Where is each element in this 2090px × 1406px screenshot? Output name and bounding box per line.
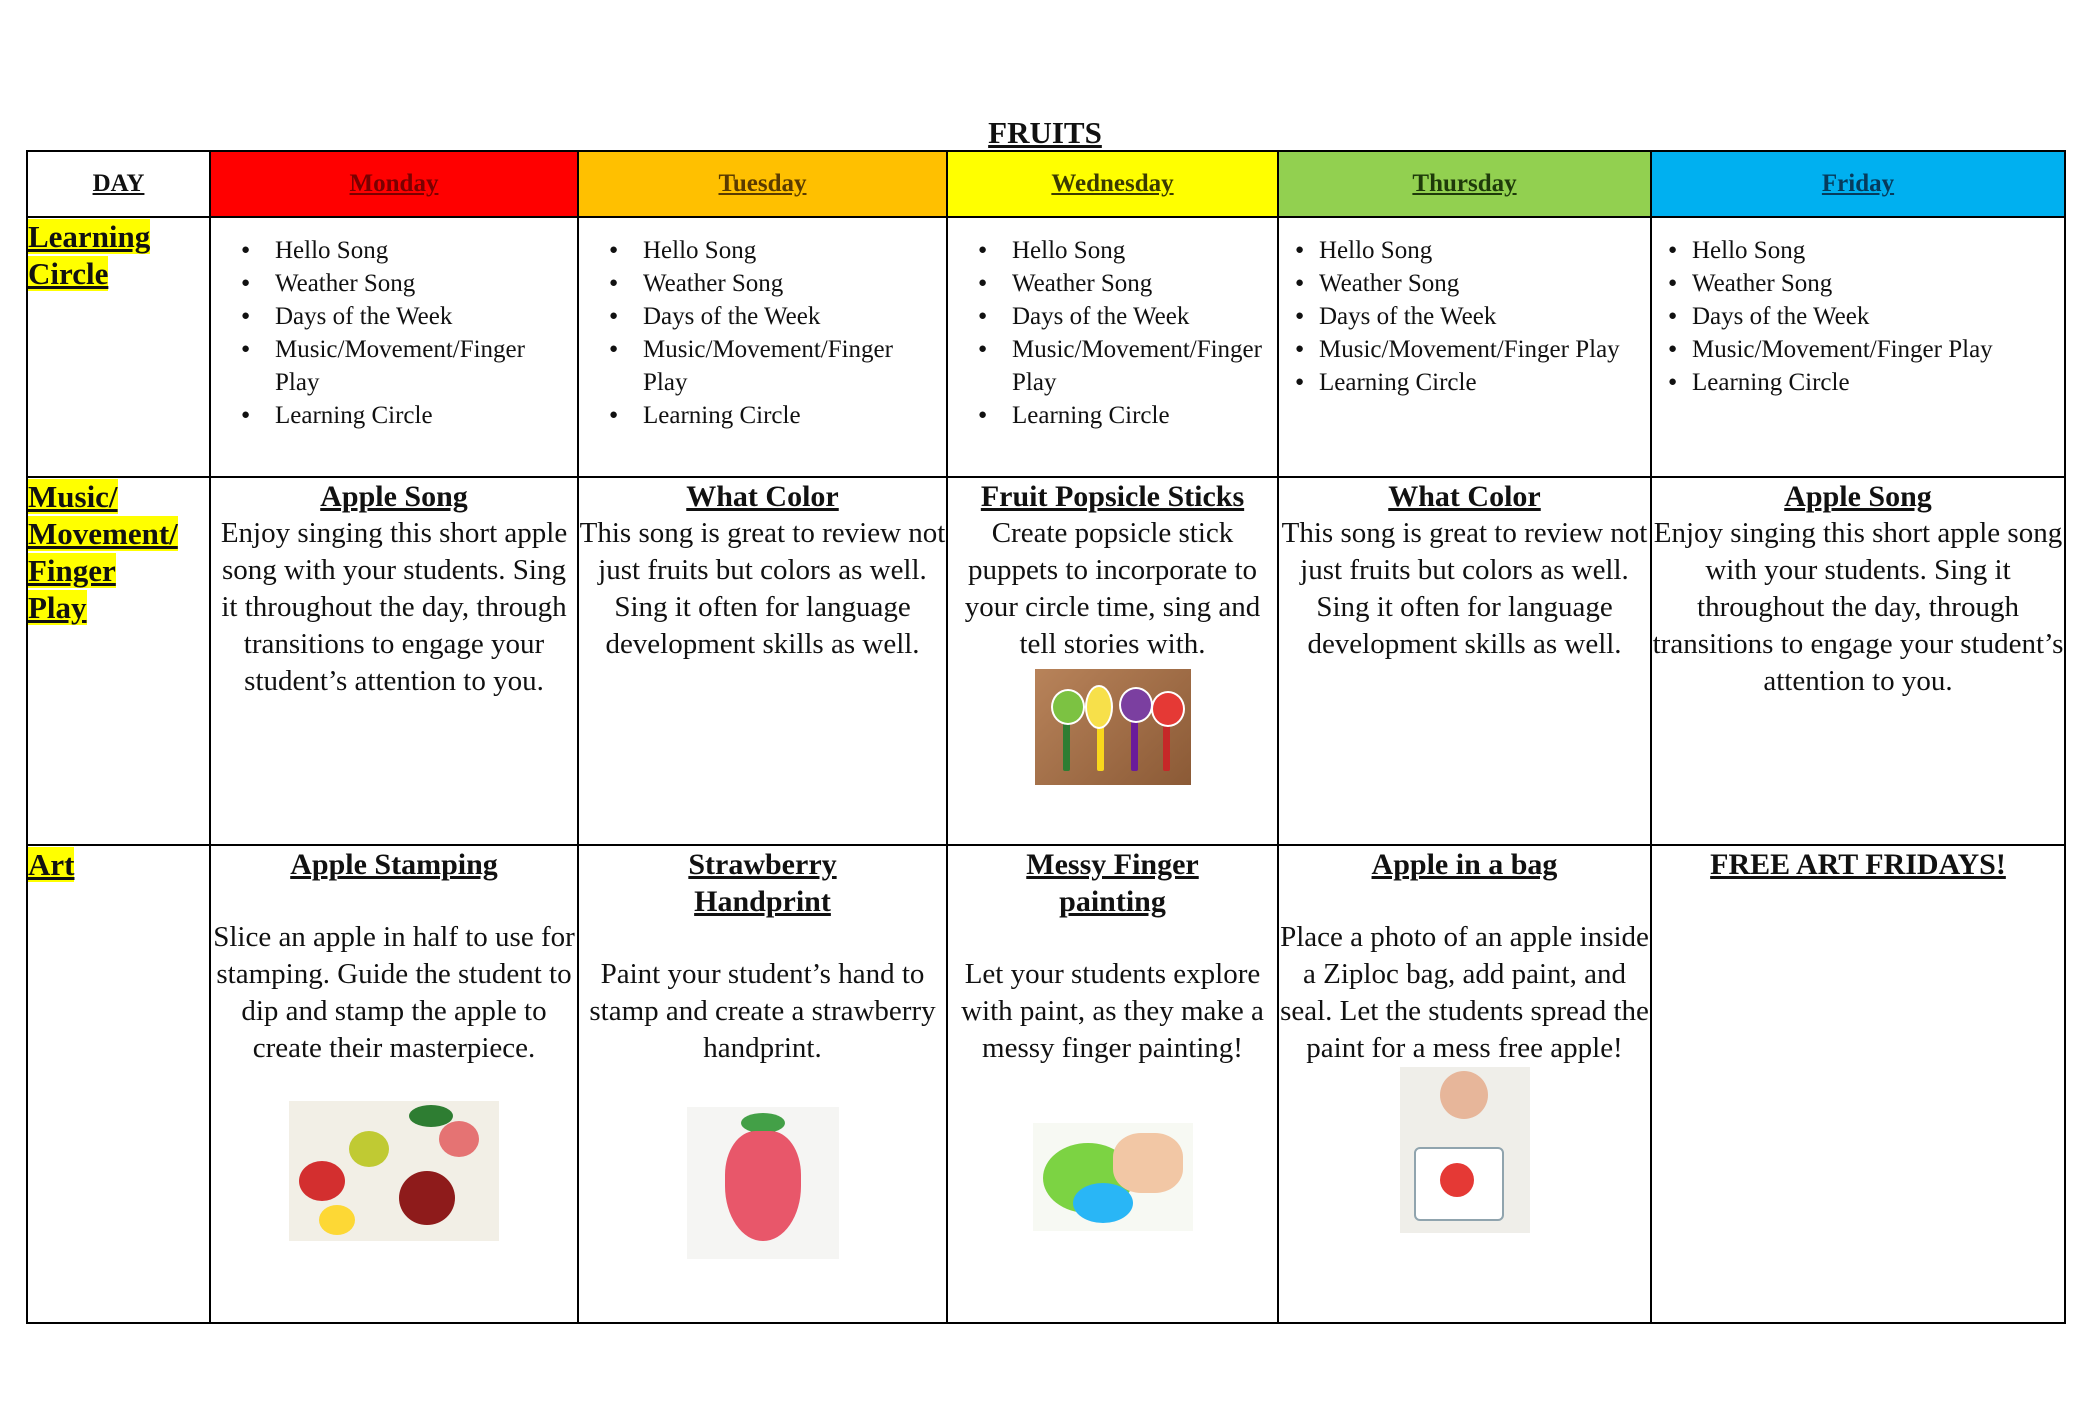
row-label-music-movement: Music/ Movement/ Finger Play bbox=[27, 477, 210, 845]
strawberry-handprint-photo bbox=[687, 1107, 839, 1259]
cell-learning-circle-tuesday bbox=[578, 217, 947, 477]
list-item: ● Learning Circle bbox=[1666, 366, 2054, 399]
cell-music-tuesday bbox=[578, 477, 947, 845]
activity-title: Messy Finger painting bbox=[1026, 848, 1199, 918]
list-item: ● Music/Movement/Finger Play bbox=[972, 333, 1267, 399]
popsicle-stick bbox=[1063, 717, 1070, 771]
activity-title: Apple Song bbox=[320, 480, 468, 513]
paint-blob bbox=[299, 1161, 345, 1201]
activity-title: Strawberry Handprint bbox=[688, 848, 837, 918]
grape-puppet bbox=[1119, 687, 1153, 723]
cell-music-monday bbox=[210, 477, 578, 845]
activity-title: What Color bbox=[686, 480, 839, 513]
activity-title: FREE ART FRIDAYS! bbox=[1710, 848, 2006, 881]
cell-learning-circle-wednesday bbox=[947, 217, 1278, 477]
banana-puppet bbox=[1085, 685, 1113, 729]
header-friday: Friday bbox=[1651, 151, 2065, 217]
activity-description: Enjoy singing this short apple song with your students. Sing it throughout the day, through transitions to engage your student’s attention to you. bbox=[1652, 517, 2064, 697]
activity-description: Paint your student’s hand to stamp and create a strawberry handprint. bbox=[589, 958, 936, 1064]
child-hand bbox=[1113, 1133, 1183, 1193]
activity-description: This song is great to review not just fruits but colors as well. Sing it often for language development skills as well. bbox=[579, 517, 946, 660]
activity-description: Enjoy singing this short apple song with your students. Sing it throughout the day, through transitions to engage your student’s attention to you. bbox=[220, 517, 568, 697]
activity-title: Apple in a bag bbox=[1371, 848, 1558, 881]
row-label-learning-circle: Learning Circle bbox=[27, 217, 210, 477]
paint-blob bbox=[349, 1131, 389, 1167]
apple-paint bbox=[1440, 1163, 1474, 1197]
activity-title: What Color bbox=[1388, 480, 1541, 513]
list-item: ● Music/Movement/Finger Play bbox=[1293, 333, 1640, 366]
cell-art-thursday bbox=[1278, 845, 1651, 1323]
row-label-art: Art bbox=[27, 845, 210, 1323]
paint-blob bbox=[1073, 1183, 1133, 1223]
list-item: ● Music/Movement/Finger Play bbox=[1666, 333, 2054, 366]
activity-description: This song is great to review not just fruits but colors as well. Sing it often for language development skills as well. bbox=[1281, 517, 1648, 660]
learning-circle-list bbox=[1279, 234, 1650, 399]
header-wednesday: Wednesday bbox=[947, 151, 1278, 217]
list-item: ● Learning Circle bbox=[603, 399, 936, 432]
activity-description: Place a photo of an apple inside a Ziploc bag, add paint, and seal. Let the students spread the paint for a mess free apple! bbox=[1280, 921, 1649, 1064]
strawberry-leaves bbox=[741, 1113, 785, 1133]
list-item: ● Days of the Week bbox=[235, 300, 567, 333]
list-item: ● Days of the Week bbox=[1666, 300, 2054, 333]
activity-description: Let your students explore with paint, as they make a messy finger painting! bbox=[961, 958, 1264, 1064]
activity-title: Fruit Popsicle Sticks bbox=[980, 480, 1245, 513]
learning-circle-list bbox=[211, 234, 577, 432]
list-item: ● Days of the Week bbox=[603, 300, 936, 333]
fruit-popsicle-sticks-photo bbox=[1035, 669, 1191, 785]
page-title: FRUITS bbox=[988, 115, 1102, 150]
cell-learning-circle-friday bbox=[1651, 217, 2065, 477]
finger-painting-photo bbox=[1033, 1123, 1193, 1231]
list-item: ● Weather Song bbox=[603, 267, 936, 300]
row-learning-circle bbox=[27, 217, 2065, 477]
list-item: ● Hello Song bbox=[1293, 234, 1640, 267]
list-item: ● Hello Song bbox=[235, 234, 567, 267]
header-tuesday: Tuesday bbox=[578, 151, 947, 217]
learning-circle-list bbox=[1652, 234, 2064, 399]
handprint-shape bbox=[725, 1131, 801, 1241]
list-item: ● Hello Song bbox=[603, 234, 936, 267]
activity-description: Create popsicle stick puppets to incorporate to your circle time, sing and tell stories with. bbox=[964, 517, 1261, 660]
day-column-header: DAY bbox=[27, 151, 210, 217]
cell-music-thursday bbox=[1278, 477, 1651, 845]
list-item: ● Days of the Week bbox=[1293, 300, 1640, 333]
learning-circle-list bbox=[579, 234, 946, 432]
list-item: ● Music/Movement/Finger Play bbox=[603, 333, 936, 399]
list-item: ● Weather Song bbox=[1666, 267, 2054, 300]
list-item: ● Weather Song bbox=[235, 267, 567, 300]
weekly-planner-table bbox=[26, 150, 2066, 1324]
row-music-movement bbox=[27, 477, 2065, 845]
apple-puppet bbox=[1051, 689, 1085, 725]
list-item: ● Weather Song bbox=[1293, 267, 1640, 300]
popsicle-stick bbox=[1131, 717, 1138, 771]
paint-blob bbox=[409, 1105, 453, 1127]
paint-blob bbox=[439, 1121, 479, 1157]
list-item: ● Learning Circle bbox=[235, 399, 567, 432]
list-item: ● Weather Song bbox=[972, 267, 1267, 300]
paint-blob bbox=[319, 1205, 355, 1235]
apple-in-bag-photo bbox=[1400, 1067, 1530, 1233]
paint-blob bbox=[399, 1171, 455, 1225]
cell-music-friday bbox=[1651, 477, 2065, 845]
activity-title: Apple Song bbox=[1784, 480, 1932, 513]
cell-art-monday bbox=[210, 845, 578, 1323]
child-head bbox=[1440, 1071, 1488, 1119]
header-monday: Monday bbox=[210, 151, 578, 217]
cell-music-wednesday bbox=[947, 477, 1278, 845]
learning-circle-list bbox=[948, 234, 1277, 432]
list-item: ● Hello Song bbox=[1666, 234, 2054, 267]
cell-learning-circle-monday bbox=[210, 217, 578, 477]
cell-art-tuesday bbox=[578, 845, 947, 1323]
row-art bbox=[27, 845, 2065, 1323]
cell-art-friday bbox=[1651, 845, 2065, 1323]
activity-title: Apple Stamping bbox=[290, 848, 498, 881]
cell-learning-circle-thursday bbox=[1278, 217, 1651, 477]
list-item: ● Hello Song bbox=[972, 234, 1267, 267]
list-item: ● Days of the Week bbox=[972, 300, 1267, 333]
list-item: ● Learning Circle bbox=[1293, 366, 1640, 399]
activity-description: Slice an apple in half to use for stamping. Guide the student to dip and stamp the apple to create their masterpiece. bbox=[213, 921, 575, 1064]
header-thursday: Thursday bbox=[1278, 151, 1651, 217]
cell-art-wednesday bbox=[947, 845, 1278, 1323]
apple-stamping-photo bbox=[289, 1101, 499, 1241]
list-item: ● Music/Movement/Finger Play bbox=[235, 333, 567, 399]
header-row bbox=[27, 151, 2065, 217]
strawberry-puppet bbox=[1151, 691, 1185, 727]
list-item: ● Learning Circle bbox=[972, 399, 1267, 432]
